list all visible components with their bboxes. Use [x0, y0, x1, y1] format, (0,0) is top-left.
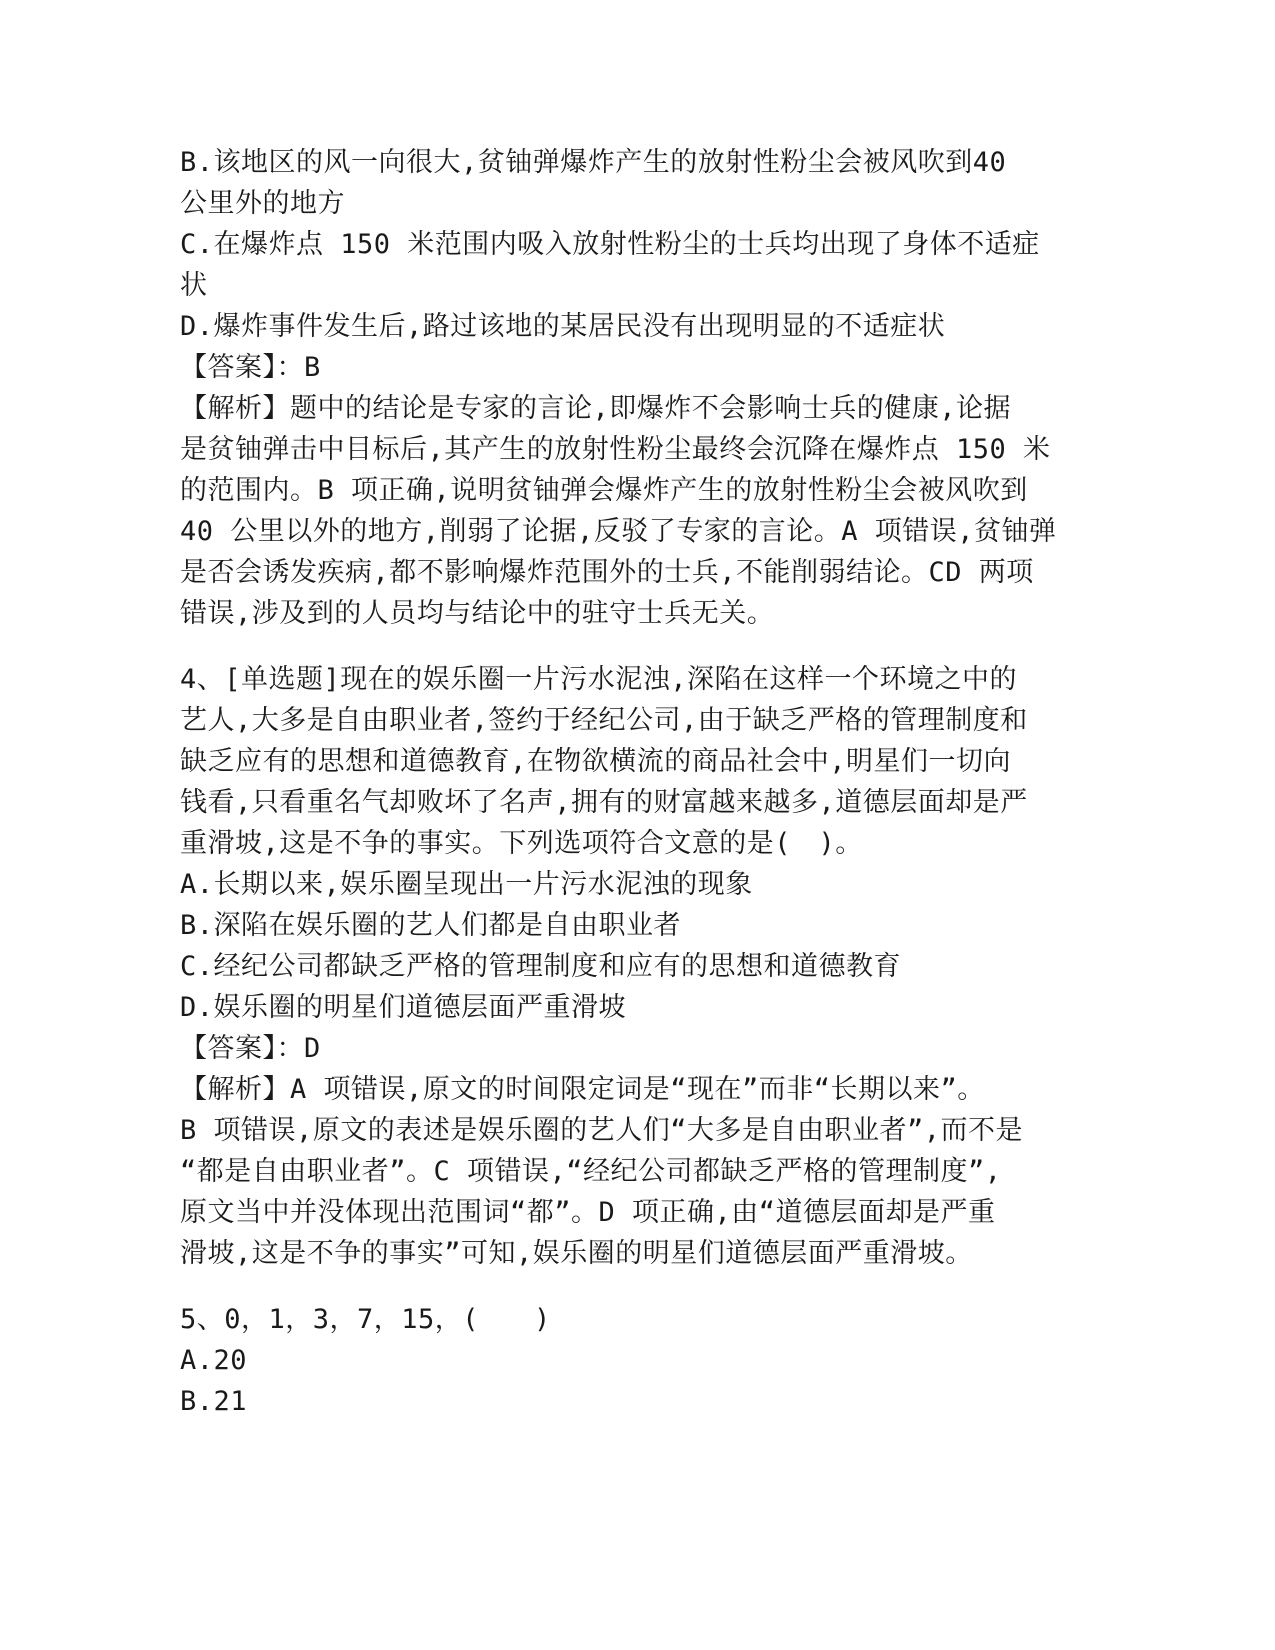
q4-stem-line: 缺乏应有的思想和道德教育,在物欲横流的商品社会中,明星们一切向 [180, 746, 1012, 777]
q5-stem: 5、0，1，3，7，15，( ) [180, 1304, 551, 1335]
q4-option-a: A.长期以来,娱乐圈呈现出一片污水泥浊的现象 [180, 869, 753, 900]
q4-answer: 【答案】：D [180, 1033, 321, 1064]
q3-option-b-line-2: 公里外的地方 [180, 188, 345, 219]
section-gap [180, 634, 1060, 659]
q4-analysis-line: B 项错误,原文的表述是娱乐圈的艺人们“大多是自由职业者”,而不是 [180, 1115, 1024, 1146]
q3-option-d: D.爆炸事件发生后,路过该地的某居民没有出现明显的不适症状 [180, 311, 946, 342]
q3-option-b-line-1: B.该地区的风一向很大,贫铀弹爆炸产生的放射性粉尘会被风吹到40 [180, 147, 1007, 178]
q5-option-b: B.21 [180, 1386, 248, 1417]
q3-analysis-line: 是贫铀弹击中目标后,其产生的放射性粉尘最终会沉降在爆炸点 150 米 [180, 434, 1051, 465]
q3-analysis-line: 是否会诱发疾病,都不影响爆炸范围外的士兵,不能削弱结论。CD 两项 [180, 557, 1034, 588]
q3-analysis-line: 的范围内。B 项正确,说明贫铀弹会爆炸产生的放射性粉尘会被风吹到 [180, 475, 1028, 506]
q4-analysis-line: 原文当中并没体现出范围词“都”。D 项正确,由“道德层面却是严重 [180, 1197, 996, 1228]
q4-option-d: D.娱乐圈的明星们道德层面严重滑坡 [180, 992, 627, 1023]
q3-answer: 【答案】：B [180, 352, 321, 383]
q3-analysis-line: 40 公里以外的地方,削弱了论据,反驳了专家的言论。A 项错误,贫铀弹 [180, 516, 1057, 547]
q5-option-a: A.20 [180, 1345, 248, 1376]
q4-analysis-line: “都是自由职业者”。C 项错误,“经纪公司都缺乏严格的管理制度”, [180, 1156, 1002, 1187]
q4-stem-line: 艺人,大多是自由职业者,签约于经纪公司,由于缺乏严格的管理制度和 [180, 705, 1028, 736]
q4-analysis-line: 【解析】A 项错误,原文的时间限定词是“现在”而非“长期以来”。 [180, 1074, 985, 1105]
q4-option-b: B.深陷在娱乐圈的艺人们都是自由职业者 [180, 910, 682, 941]
section-gap [180, 1274, 1060, 1299]
q4-stem-line: 重滑坡,这是不争的事实。下列选项符合文意的是( )。 [180, 828, 863, 859]
q3-option-c-line-2: 状 [180, 270, 208, 301]
q3-option-c-line-1: C.在爆炸点 150 米范围内吸入放射性粉尘的士兵均出现了身体不适症 [180, 229, 1040, 260]
document-body [180, 142, 1060, 1422]
q4-stem-line: 4、[单选题]现在的娱乐圈一片污水泥浊,深陷在这样一个环境之中的 [180, 664, 1018, 695]
q4-analysis-line: 滑坡,这是不争的事实”可知,娱乐圈的明星们道德层面严重滑坡。 [180, 1238, 973, 1269]
q4-option-c: C.经纪公司都缺乏严格的管理制度和应有的思想和道德教育 [180, 951, 902, 982]
q3-analysis-line: 【解析】题中的结论是专家的言论,即爆炸不会影响士兵的健康,论据 [180, 393, 1012, 424]
q3-analysis-line: 错误,涉及到的人员均与结论中的驻守士兵无关。 [180, 598, 775, 629]
q4-stem-line: 钱看,只看重名气却败坏了名声,拥有的财富越来越多,道德层面却是严 [180, 787, 1028, 818]
